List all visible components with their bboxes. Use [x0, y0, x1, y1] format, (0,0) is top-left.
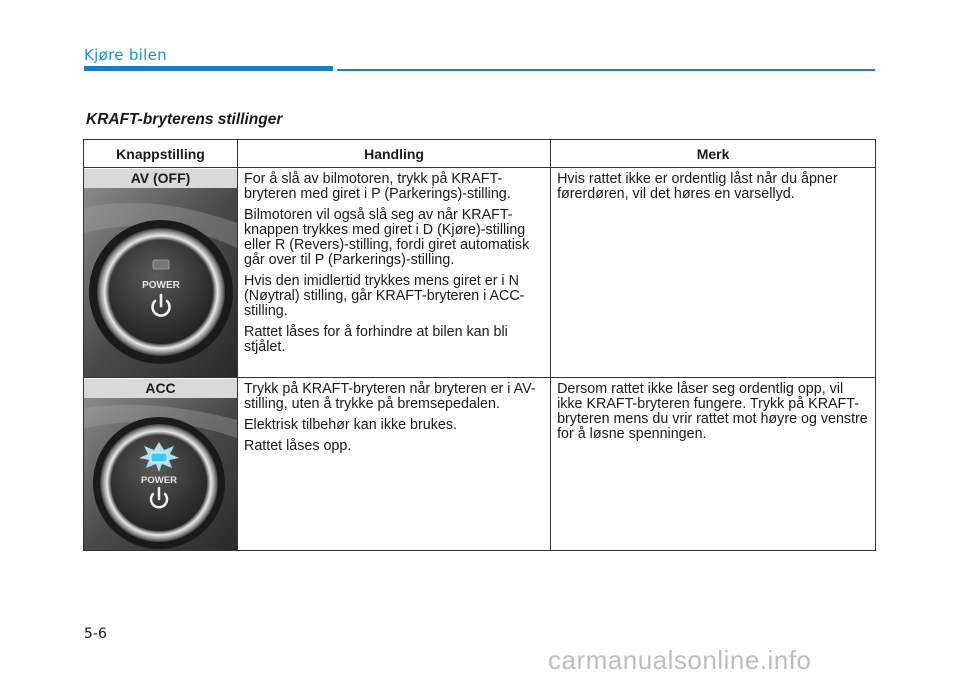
header-rule-thin	[337, 69, 875, 71]
power-label: POWER	[142, 280, 180, 291]
section-header: Kjøre bilen	[84, 46, 167, 64]
page-number: 5-6	[84, 626, 107, 642]
note-cell	[551, 378, 876, 551]
header-rule-thick	[84, 66, 333, 71]
action-cell	[238, 378, 551, 551]
power-label: POWER	[141, 475, 177, 486]
section-title: KRAFT-bryterens stillinger	[86, 111, 283, 128]
indicator-icon	[153, 260, 169, 269]
action-text: Rattet låses opp.	[244, 438, 352, 454]
power-button-acc-illustration	[84, 398, 237, 550]
position-cell	[84, 378, 238, 551]
action-text: Rattet låses for å forhindre at bilen kan bli stjålet.	[244, 324, 508, 355]
header-position: Knappstilling	[84, 140, 238, 168]
power-button-image-off	[84, 188, 237, 377]
position-label: AV (OFF)	[84, 169, 237, 188]
header-action: Handling	[238, 140, 551, 168]
note-cell	[551, 168, 876, 378]
table-header-row	[84, 140, 876, 168]
note-text: Dersom rattet ikke låser seg ordentlig opp, vil ikke KRAFT-bryteren fungere. Trykk på KRAFT-bryteren mens du vrir rattet mot høyre og venstre for å løsne spenningen.	[557, 381, 868, 442]
action-text: Elektrisk tilbehør kan ikke brukes.	[244, 417, 457, 433]
position-cell	[84, 168, 238, 378]
watermark: carmanualsonline.info	[548, 645, 812, 675]
position-label: ACC	[84, 379, 237, 398]
action-cell	[238, 168, 551, 378]
positions-table	[83, 139, 876, 551]
power-button-off-illustration	[84, 188, 237, 377]
action-text: Trykk på KRAFT-bryteren når bryteren er i AV-stilling, uten å trykke på bremsepedalen.	[244, 381, 536, 412]
note-text: Hvis rattet ikke er ordentlig låst når du åpner førerdøren, vil det høres en varsellyd.	[557, 171, 838, 202]
power-button-image-acc	[84, 398, 237, 550]
table-row	[84, 168, 876, 378]
action-text: For å slå av bilmotoren, trykk på KRAFT-bryteren med giret i P (Parkerings)-stilling.	[244, 171, 511, 202]
table-row	[84, 378, 876, 551]
action-text: Bilmotoren vil også slå seg av når KRAFT-knappen trykkes med giret i D (Kjøre)-stilling eller R (Revers)-stilling, fordi giret automatisk går over til P (Parkerings)-stilling.	[244, 207, 530, 268]
action-text: Hvis den imidlertid trykkes mens giret er i N (Nøytral) stilling, går KRAFT-bryteren i ACC-stilling.	[244, 273, 525, 319]
header-note: Merk	[551, 140, 876, 168]
